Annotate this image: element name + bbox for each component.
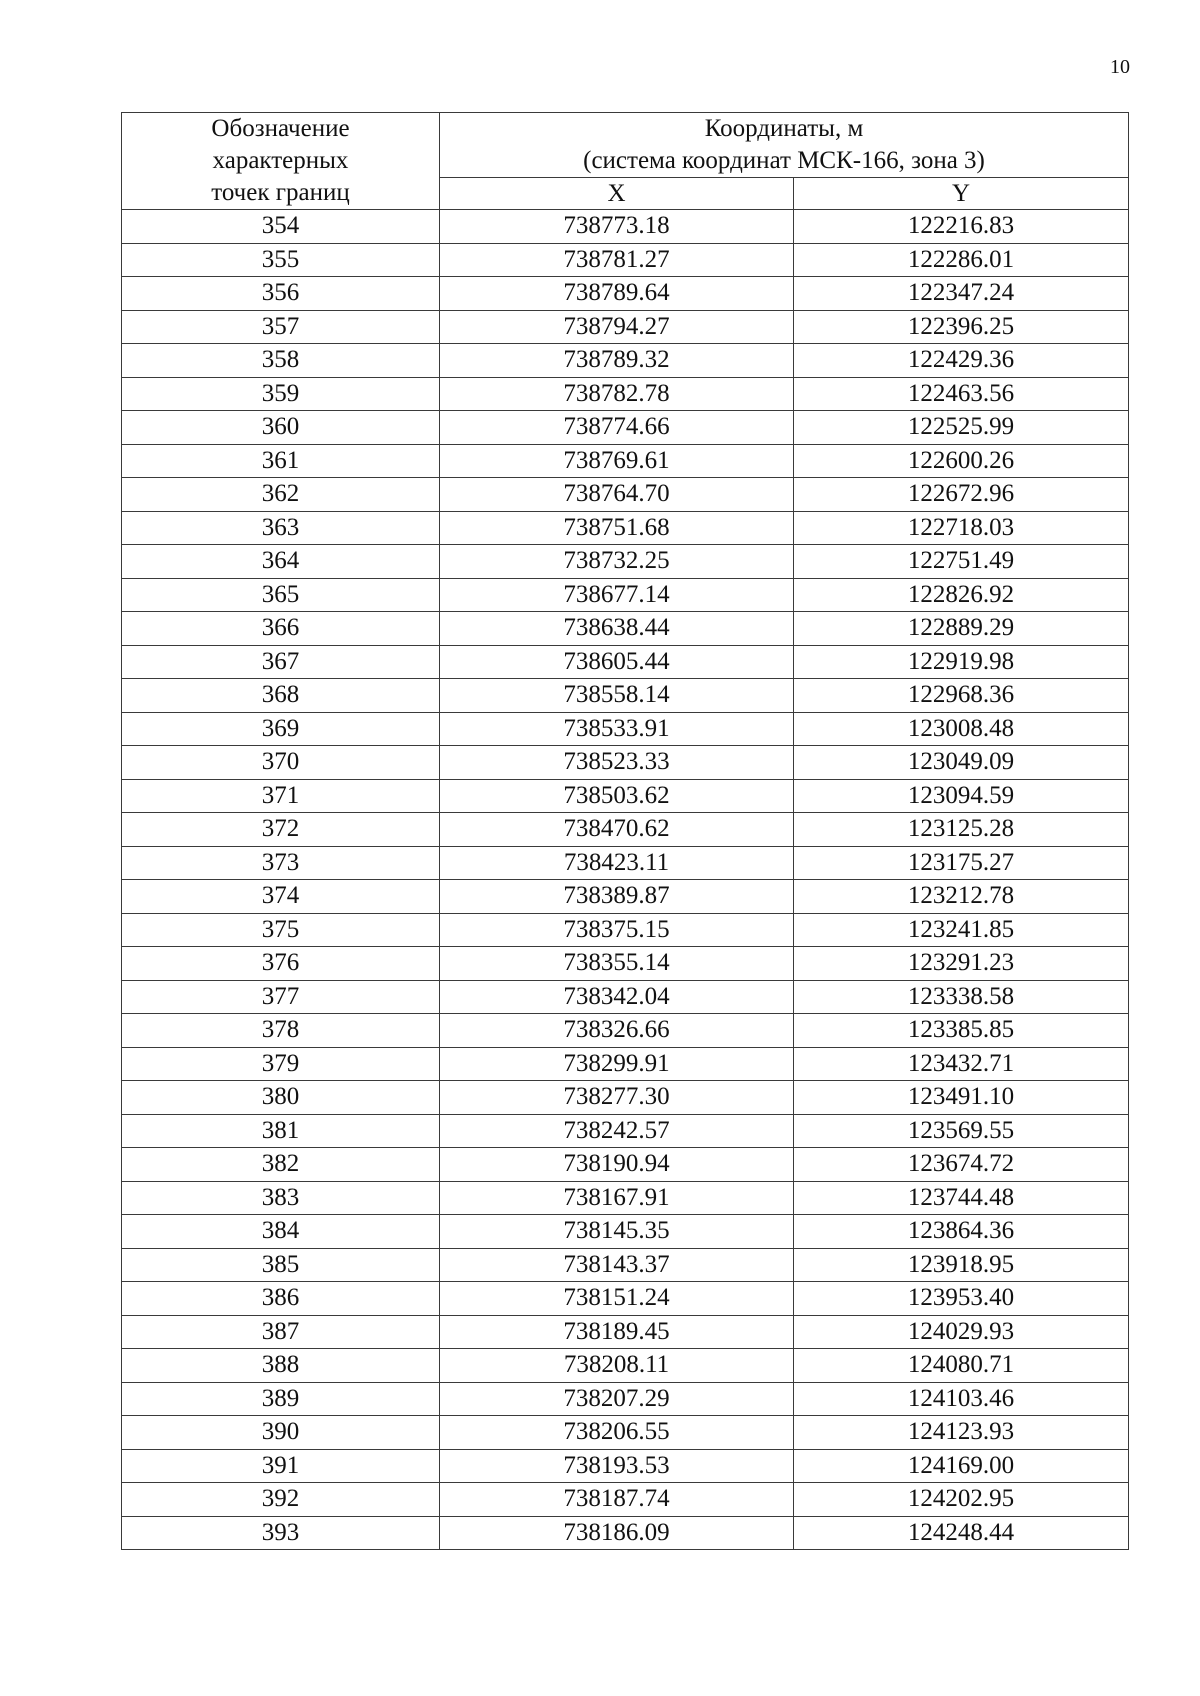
cell-y: 122718.03 [794, 511, 1129, 545]
cell-x: 738558.14 [440, 679, 794, 713]
cell-x: 738151.24 [440, 1282, 794, 1316]
cell-point-id: 369 [122, 712, 440, 746]
cell-point-id: 368 [122, 679, 440, 713]
page-number: 10 [1110, 56, 1130, 78]
cell-point-id: 376 [122, 947, 440, 981]
header-coordinates-line-2: (система координат МСК-166, зона 3) [583, 147, 985, 174]
table-body [122, 210, 1129, 1550]
cell-x: 738533.91 [440, 712, 794, 746]
cell-x: 738503.62 [440, 779, 794, 813]
header-point-line-1: Обозначение [211, 115, 350, 142]
cell-point-id: 386 [122, 1282, 440, 1316]
cell-point-id: 382 [122, 1148, 440, 1182]
cell-y: 124080.71 [794, 1349, 1129, 1383]
cell-point-id: 377 [122, 980, 440, 1014]
cell-y: 123125.28 [794, 813, 1129, 847]
header-coordinates-line-1: Координаты, м [704, 115, 864, 142]
cell-x: 738677.14 [440, 578, 794, 612]
cell-y: 123674.72 [794, 1148, 1129, 1182]
cell-y: 123744.48 [794, 1181, 1129, 1215]
table-row [122, 511, 1129, 545]
cell-y: 123432.71 [794, 1047, 1129, 1081]
cell-y: 123212.78 [794, 880, 1129, 914]
cell-x: 738732.25 [440, 545, 794, 579]
cell-point-id: 373 [122, 846, 440, 880]
cell-point-id: 393 [122, 1516, 440, 1550]
cell-point-id: 371 [122, 779, 440, 813]
cell-y: 122286.01 [794, 243, 1129, 277]
cell-x: 738145.35 [440, 1215, 794, 1249]
cell-y: 122968.36 [794, 679, 1129, 713]
cell-y: 122216.83 [794, 210, 1129, 244]
table-row [122, 1114, 1129, 1148]
table-row [122, 779, 1129, 813]
cell-x: 738190.94 [440, 1148, 794, 1182]
cell-x: 738193.53 [440, 1449, 794, 1483]
table-row [122, 1181, 1129, 1215]
cell-y: 124103.46 [794, 1382, 1129, 1416]
table-row [122, 545, 1129, 579]
cell-y: 124123.93 [794, 1416, 1129, 1450]
cell-y: 122463.56 [794, 377, 1129, 411]
table-row [122, 310, 1129, 344]
table-row [122, 444, 1129, 478]
table-row [122, 1349, 1129, 1383]
table-row [122, 377, 1129, 411]
cell-y: 123864.36 [794, 1215, 1129, 1249]
cell-x: 738375.15 [440, 913, 794, 947]
table-row [122, 1516, 1129, 1550]
table-row [122, 344, 1129, 378]
header-point-designation [122, 113, 440, 210]
table-row [122, 1215, 1129, 1249]
table-row [122, 1081, 1129, 1115]
cell-y: 123953.40 [794, 1282, 1129, 1316]
cell-x: 738206.55 [440, 1416, 794, 1450]
cell-y: 123291.23 [794, 947, 1129, 981]
table-row [122, 746, 1129, 780]
cell-point-id: 385 [122, 1248, 440, 1282]
table-row [122, 880, 1129, 914]
cell-x: 738167.91 [440, 1181, 794, 1215]
cell-x: 738208.11 [440, 1349, 794, 1383]
cell-point-id: 360 [122, 411, 440, 445]
cell-point-id: 383 [122, 1181, 440, 1215]
cell-x: 738782.78 [440, 377, 794, 411]
table-row [122, 712, 1129, 746]
cell-point-id: 364 [122, 545, 440, 579]
cell-y: 122525.99 [794, 411, 1129, 445]
cell-point-id: 390 [122, 1416, 440, 1450]
table-row [122, 1248, 1129, 1282]
table-row [122, 1047, 1129, 1081]
cell-point-id: 374 [122, 880, 440, 914]
cell-x: 738764.70 [440, 478, 794, 512]
cell-y: 122889.29 [794, 612, 1129, 646]
table-row [122, 277, 1129, 311]
cell-y: 123241.85 [794, 913, 1129, 947]
cell-y: 122396.25 [794, 310, 1129, 344]
header-x: X [440, 178, 794, 210]
table-row [122, 210, 1129, 244]
table-row [122, 1148, 1129, 1182]
table-row [122, 1449, 1129, 1483]
cell-point-id: 362 [122, 478, 440, 512]
cell-y: 122826.92 [794, 578, 1129, 612]
cell-point-id: 392 [122, 1483, 440, 1517]
cell-y: 123385.85 [794, 1014, 1129, 1048]
cell-x: 738389.87 [440, 880, 794, 914]
cell-point-id: 384 [122, 1215, 440, 1249]
table-row [122, 1382, 1129, 1416]
coordinates-table [121, 112, 1129, 1550]
table-row [122, 1483, 1129, 1517]
table-row [122, 478, 1129, 512]
cell-point-id: 391 [122, 1449, 440, 1483]
cell-point-id: 387 [122, 1315, 440, 1349]
cell-y: 122919.98 [794, 645, 1129, 679]
cell-x: 738187.74 [440, 1483, 794, 1517]
cell-point-id: 388 [122, 1349, 440, 1383]
cell-point-id: 378 [122, 1014, 440, 1048]
table-row [122, 813, 1129, 847]
cell-x: 738326.66 [440, 1014, 794, 1048]
cell-x: 738638.44 [440, 612, 794, 646]
cell-x: 738794.27 [440, 310, 794, 344]
cell-x: 738299.91 [440, 1047, 794, 1081]
table-row [122, 612, 1129, 646]
cell-point-id: 381 [122, 1114, 440, 1148]
cell-x: 738769.61 [440, 444, 794, 478]
table-row [122, 578, 1129, 612]
header-point-line-2: характерных [212, 147, 349, 174]
cell-y: 122751.49 [794, 545, 1129, 579]
cell-point-id: 375 [122, 913, 440, 947]
cell-point-id: 366 [122, 612, 440, 646]
cell-y: 123491.10 [794, 1081, 1129, 1115]
cell-x: 738470.62 [440, 813, 794, 847]
cell-y: 123094.59 [794, 779, 1129, 813]
cell-point-id: 380 [122, 1081, 440, 1115]
header-coordinates [440, 113, 1129, 178]
cell-y: 122672.96 [794, 478, 1129, 512]
cell-x: 738751.68 [440, 511, 794, 545]
cell-y: 122600.26 [794, 444, 1129, 478]
cell-x: 738789.64 [440, 277, 794, 311]
cell-y: 124169.00 [794, 1449, 1129, 1483]
table-row [122, 1315, 1129, 1349]
table-row [122, 1014, 1129, 1048]
cell-point-id: 367 [122, 645, 440, 679]
cell-point-id: 365 [122, 578, 440, 612]
cell-point-id: 361 [122, 444, 440, 478]
cell-y: 123049.09 [794, 746, 1129, 780]
cell-x: 738242.57 [440, 1114, 794, 1148]
cell-x: 738789.32 [440, 344, 794, 378]
cell-x: 738355.14 [440, 947, 794, 981]
table-row [122, 980, 1129, 1014]
cell-y: 122347.24 [794, 277, 1129, 311]
cell-point-id: 363 [122, 511, 440, 545]
cell-point-id: 379 [122, 1047, 440, 1081]
table-row [122, 243, 1129, 277]
cell-point-id: 355 [122, 243, 440, 277]
cell-x: 738207.29 [440, 1382, 794, 1416]
cell-y: 122429.36 [794, 344, 1129, 378]
cell-y: 123569.55 [794, 1114, 1129, 1148]
cell-point-id: 357 [122, 310, 440, 344]
table-row [122, 1282, 1129, 1316]
cell-x: 738781.27 [440, 243, 794, 277]
cell-x: 738605.44 [440, 645, 794, 679]
cell-y: 124029.93 [794, 1315, 1129, 1349]
table-row [122, 947, 1129, 981]
cell-point-id: 359 [122, 377, 440, 411]
cell-x: 738774.66 [440, 411, 794, 445]
cell-y: 123008.48 [794, 712, 1129, 746]
cell-x: 738773.18 [440, 210, 794, 244]
table-row [122, 846, 1129, 880]
table-row [122, 679, 1129, 713]
cell-point-id: 389 [122, 1382, 440, 1416]
header-y: Y [794, 178, 1129, 210]
cell-x: 738342.04 [440, 980, 794, 1014]
cell-point-id: 372 [122, 813, 440, 847]
cell-y: 123918.95 [794, 1248, 1129, 1282]
cell-point-id: 370 [122, 746, 440, 780]
table-header [122, 113, 1129, 210]
cell-x: 738143.37 [440, 1248, 794, 1282]
cell-y: 124202.95 [794, 1483, 1129, 1517]
table-row [122, 645, 1129, 679]
cell-y: 124248.44 [794, 1516, 1129, 1550]
cell-x: 738523.33 [440, 746, 794, 780]
header-row [122, 113, 1129, 178]
cell-point-id: 356 [122, 277, 440, 311]
cell-x: 738423.11 [440, 846, 794, 880]
cell-x: 738277.30 [440, 1081, 794, 1115]
cell-y: 123175.27 [794, 846, 1129, 880]
table-row [122, 913, 1129, 947]
table-row [122, 1416, 1129, 1450]
header-point-line-3: точек границ [211, 179, 350, 206]
cell-x: 738186.09 [440, 1516, 794, 1550]
cell-point-id: 354 [122, 210, 440, 244]
cell-point-id: 358 [122, 344, 440, 378]
cell-x: 738189.45 [440, 1315, 794, 1349]
table-row [122, 411, 1129, 445]
cell-y: 123338.58 [794, 980, 1129, 1014]
